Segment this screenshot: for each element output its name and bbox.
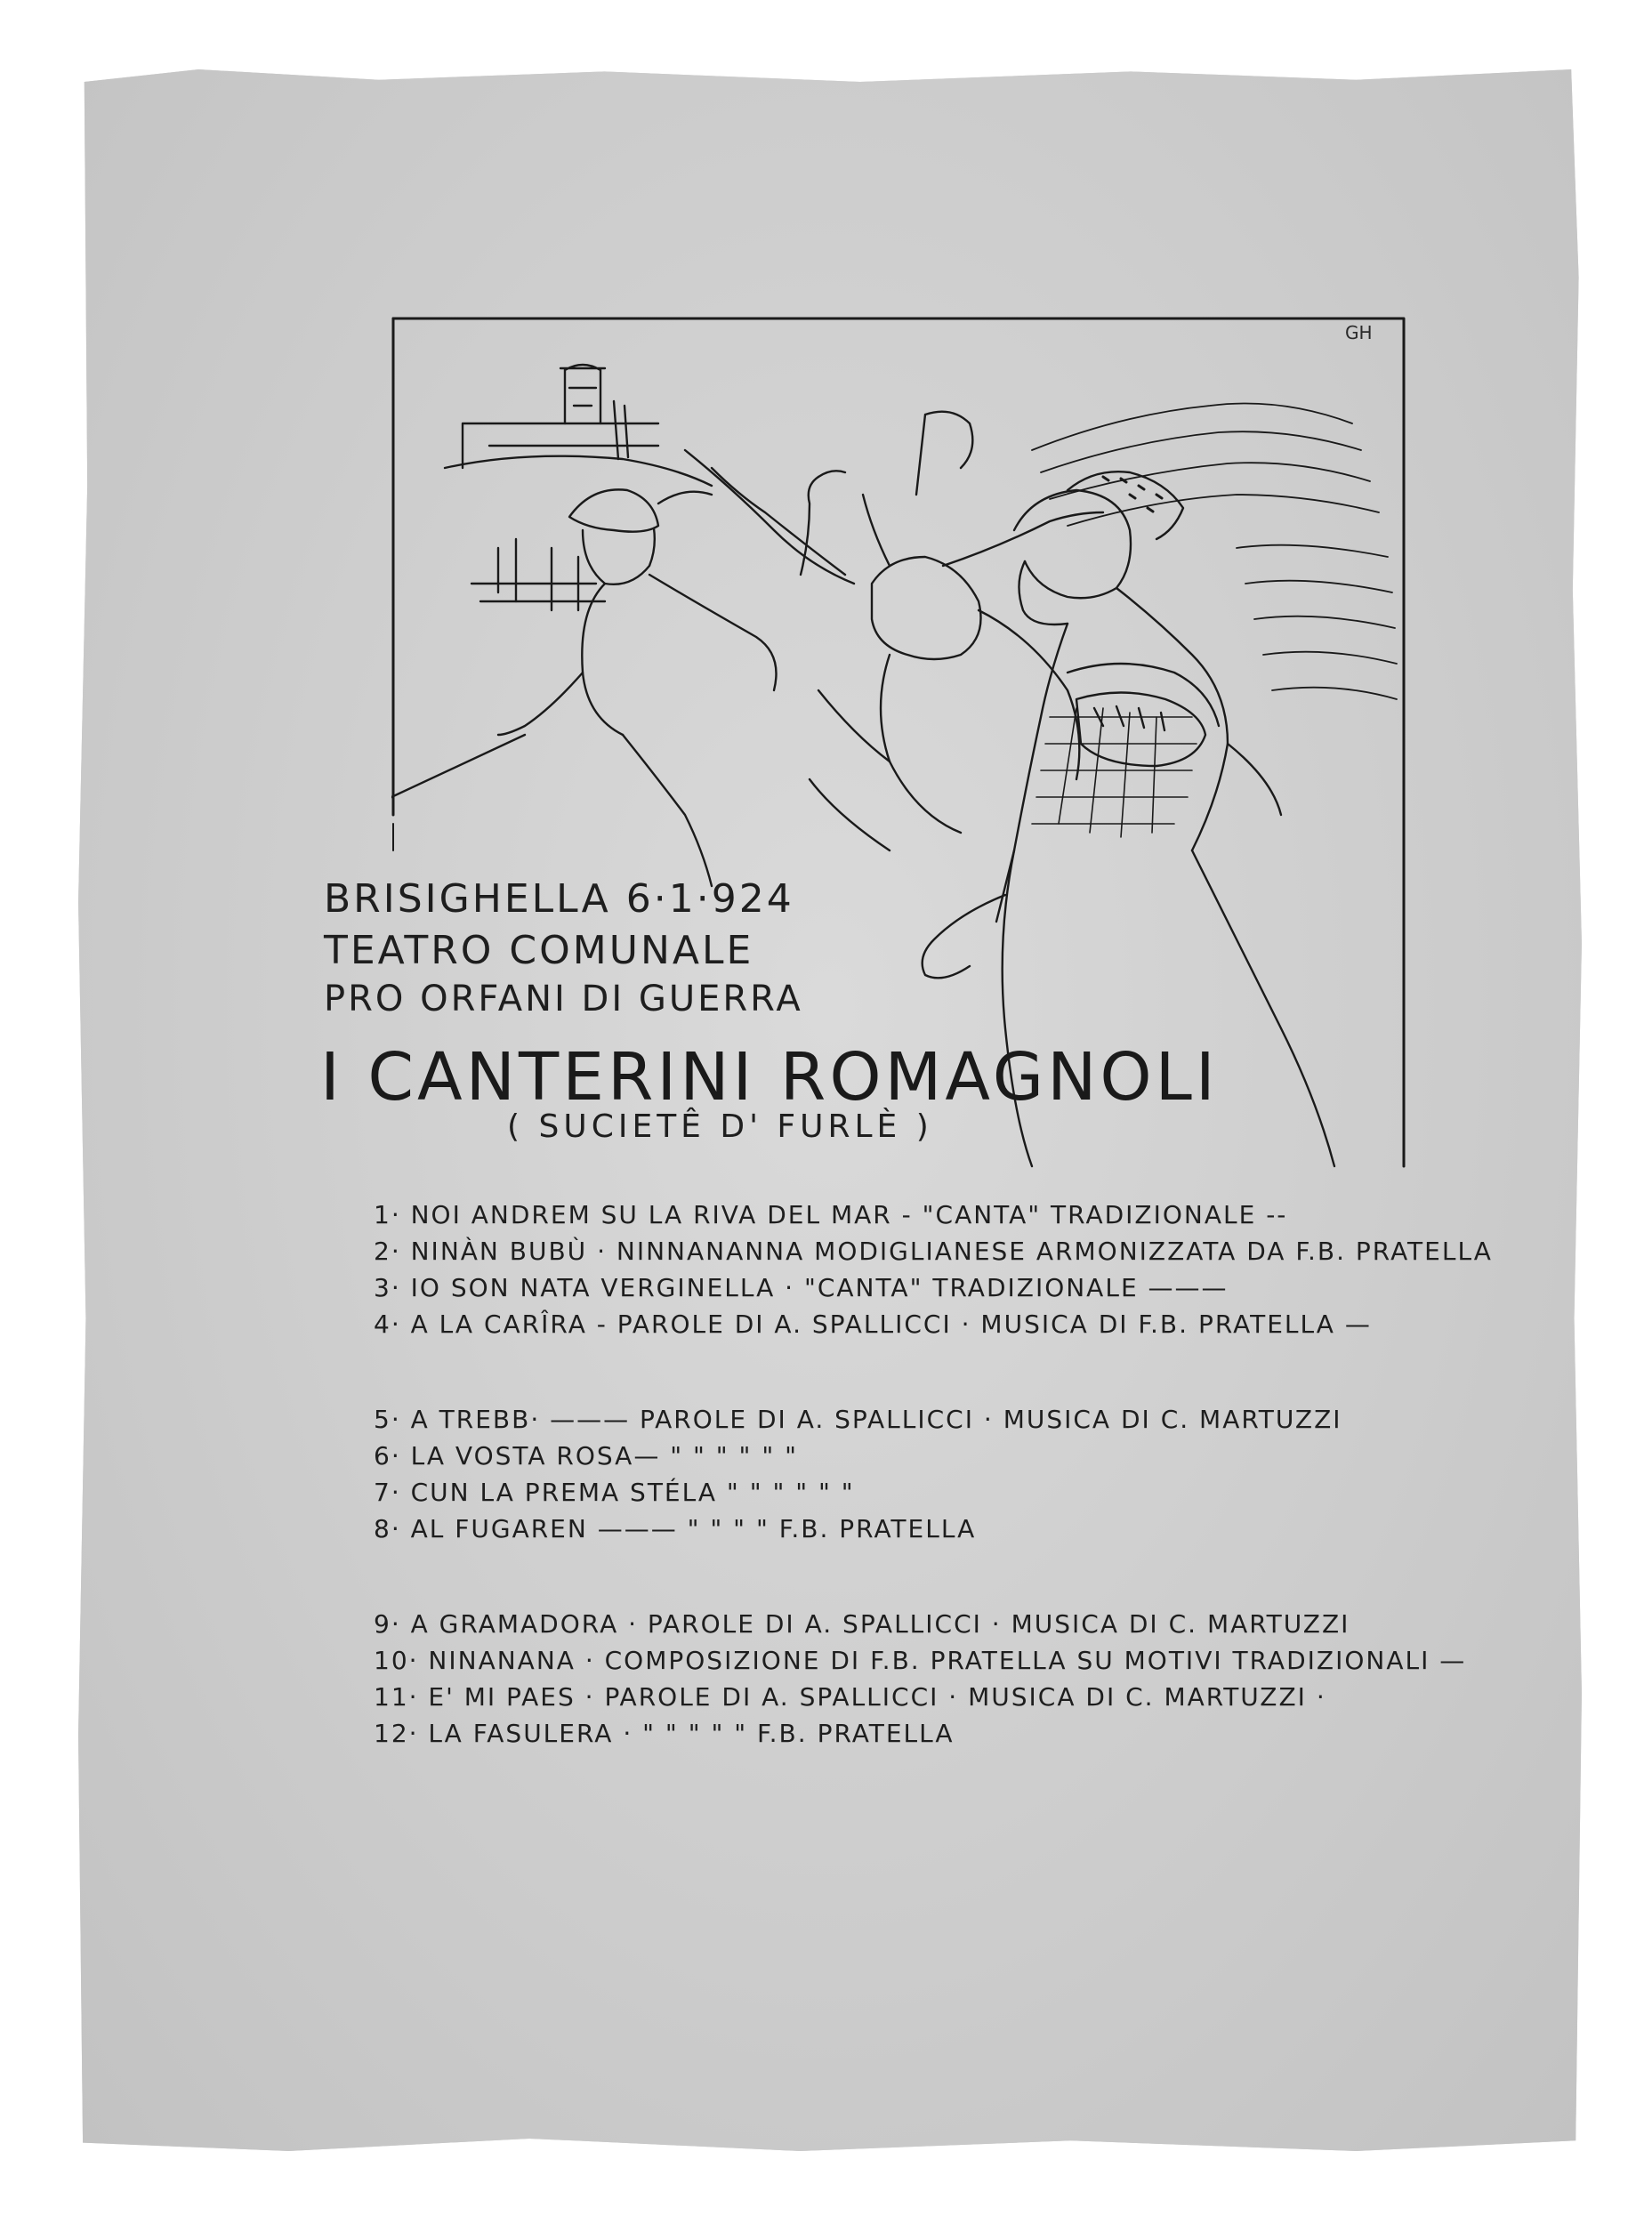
- program-item-8: 8· AL FUGAREN ——— " " " " F.B. PRATELLA: [374, 1514, 977, 1543]
- header-venue: TEATRO COMUNALE: [324, 928, 754, 973]
- program-divider: [374, 1342, 1423, 1401]
- haystack-hatching: [1032, 404, 1397, 700]
- program-item-10: 10· NINANANA · COMPOSIZIONE DI F.B. PRATELLA SU MOTIVI TRADIZIONALI —: [374, 1646, 1467, 1675]
- program-divider: [374, 1547, 1423, 1606]
- program-item-7: 7· CUN LA PREMA STÉLA " " " " " ": [374, 1478, 855, 1507]
- program-list: [374, 1197, 1493, 1752]
- page-subtitle: ( SUCIETÊ D' FURLÈ ): [507, 1108, 933, 1145]
- page-title: I CANTERINI ROMAGNOLI: [320, 1039, 1219, 1116]
- program-item-1: 1· NOI ANDREM SU LA RIVA DEL MAR - "CANTA" TRADIZIONALE --: [374, 1200, 1288, 1229]
- program-item-11: 11· E' MI PAES · PAROLE DI A. SPALLICCI · MUSICA DI C. MARTUZZI ·: [374, 1682, 1326, 1712]
- program-item-3: 3· IO SON NATA VERGINELLA · "CANTA" TRADIZIONALE ———: [374, 1273, 1229, 1302]
- program-item-12: 12· LA FASULERA · " " " " " F.B. PRATELLA: [374, 1719, 955, 1748]
- castle-drawing: [445, 365, 712, 610]
- program-item-9: 9· A GRAMADORA · PAROLE DI A. SPALLICCI · MUSICA DI C. MARTUZZI: [374, 1609, 1350, 1639]
- header-place-date: BRISIGHELLA 6·1·924: [324, 876, 794, 922]
- program-item-2: 2· NINÀN BUBÙ · NINNANANNA MODIGLIANESE ARMONIZZATA DA F.B. PRATELLA: [374, 1237, 1493, 1266]
- program-item-5: 5· A TREBB· ——— PAROLE DI A. SPALLICCI · MUSICA DI C. MARTUZZI: [374, 1405, 1342, 1434]
- artist-monogram: GH: [1345, 322, 1373, 343]
- farmer-figure: [391, 489, 777, 886]
- header-cause: PRO ORFANI DI GUERRA: [324, 979, 803, 1019]
- program-item-6: 6· LA VOSTA ROSA— " " " " " ": [374, 1441, 798, 1471]
- program-item-4: 4· A LA CARÎRA - PAROLE DI A. SPALLICCI · MUSICA DI F.B. PRATELLA —: [374, 1309, 1372, 1339]
